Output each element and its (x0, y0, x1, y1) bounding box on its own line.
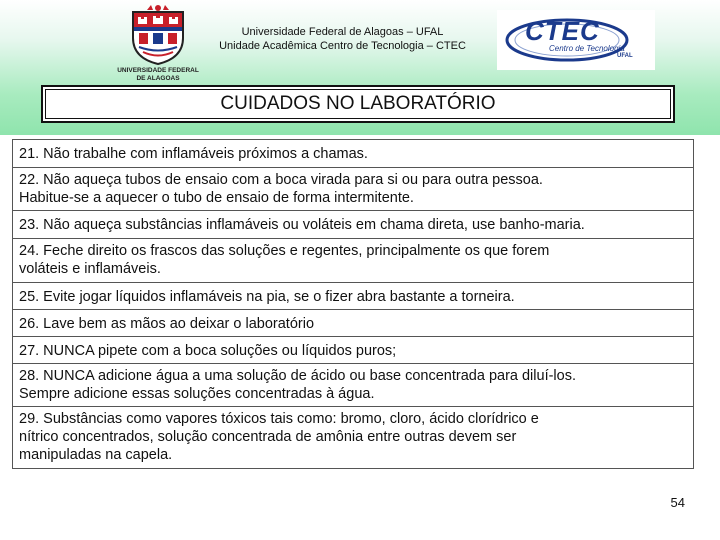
rule-line: 21. Não trabalhe com inflamáveis próximos a chamas. (19, 146, 368, 162)
rule-line: 23. Não aqueça substâncias inflamáveis ou voláteis em chama direta, use banho-maria. (19, 217, 585, 233)
rule-cell (13, 239, 694, 283)
table-row (13, 140, 694, 168)
university-name: Universidade Federal de Alagoas – UFAL (241, 26, 444, 38)
table-row (13, 239, 694, 283)
rule-cell (13, 168, 694, 211)
rule-cell (13, 211, 694, 239)
page-title: CUIDADOS NO LABORATÓRIO (220, 93, 496, 114)
rule-line: voláteis e inflamáveis. (19, 261, 161, 277)
table-row (13, 283, 694, 310)
rule-line: 26. Lave bem as mãos ao deixar o laboratório (19, 316, 315, 332)
table-row (13, 364, 694, 407)
rule-line: 28. NUNCA adicione água a uma solução de ácido ou base concentrada para diluí-los. (19, 368, 576, 384)
ufal-logo-text-2: DE ALAGOAS (136, 75, 180, 82)
page-number: 54 (670, 495, 685, 510)
title-box (41, 85, 675, 123)
ctec-logo-word: CTEC (525, 16, 600, 46)
rule-line: Sempre adicione essas soluções concentradas à água. (19, 386, 375, 402)
rule-line: 27. NUNCA pipete com a boca soluções ou líquidos puros; (19, 343, 397, 359)
rule-cell (13, 337, 694, 364)
ctec-logo (497, 10, 655, 70)
table-row (13, 310, 694, 337)
unit-name: Unidade Acadêmica Centro de Tecnologia – CTEC (219, 40, 466, 52)
rule-line: Habitue-se a aquecer o tubo de ensaio de forma intermitente. (19, 190, 414, 206)
ufal-logo-text-1: UNIVERSIDADE FEDERAL (117, 67, 199, 74)
rule-cell (13, 283, 694, 310)
ufal-crest-icon (127, 4, 189, 66)
ctec-logo-ufal: UFAL (617, 53, 633, 59)
table-row (13, 168, 694, 211)
ctec-logo-subtitle: Centro de Tecnologia (549, 44, 625, 53)
rule-line: 24. Feche direito os frascos das soluções e regentes, principalmente os que forem (19, 243, 550, 259)
rule-line: 25. Evite jogar líquidos inflamáveis na pia, se o fizer abra bastante a torneira. (19, 289, 515, 305)
rule-cell (13, 310, 694, 337)
rule-line: 29. Substâncias como vapores tóxicos tais como: bromo, cloro, ácido clorídrico e (19, 411, 539, 427)
rules-table (12, 139, 694, 469)
table-row (13, 407, 694, 469)
rule-line: 22. Não aqueça tubos de ensaio com a boca virada para si ou para outra pessoa. (19, 172, 543, 188)
rule-line: nítrico concentrados, solução concentrada de amônia entre outras devem ser (19, 429, 517, 445)
table-row (13, 211, 694, 239)
institution-header (190, 25, 495, 53)
rule-cell (13, 364, 694, 407)
rule-cell (13, 140, 694, 168)
rule-line: manipuladas na capela. (19, 447, 173, 463)
rule-cell (13, 407, 694, 469)
table-row (13, 337, 694, 364)
